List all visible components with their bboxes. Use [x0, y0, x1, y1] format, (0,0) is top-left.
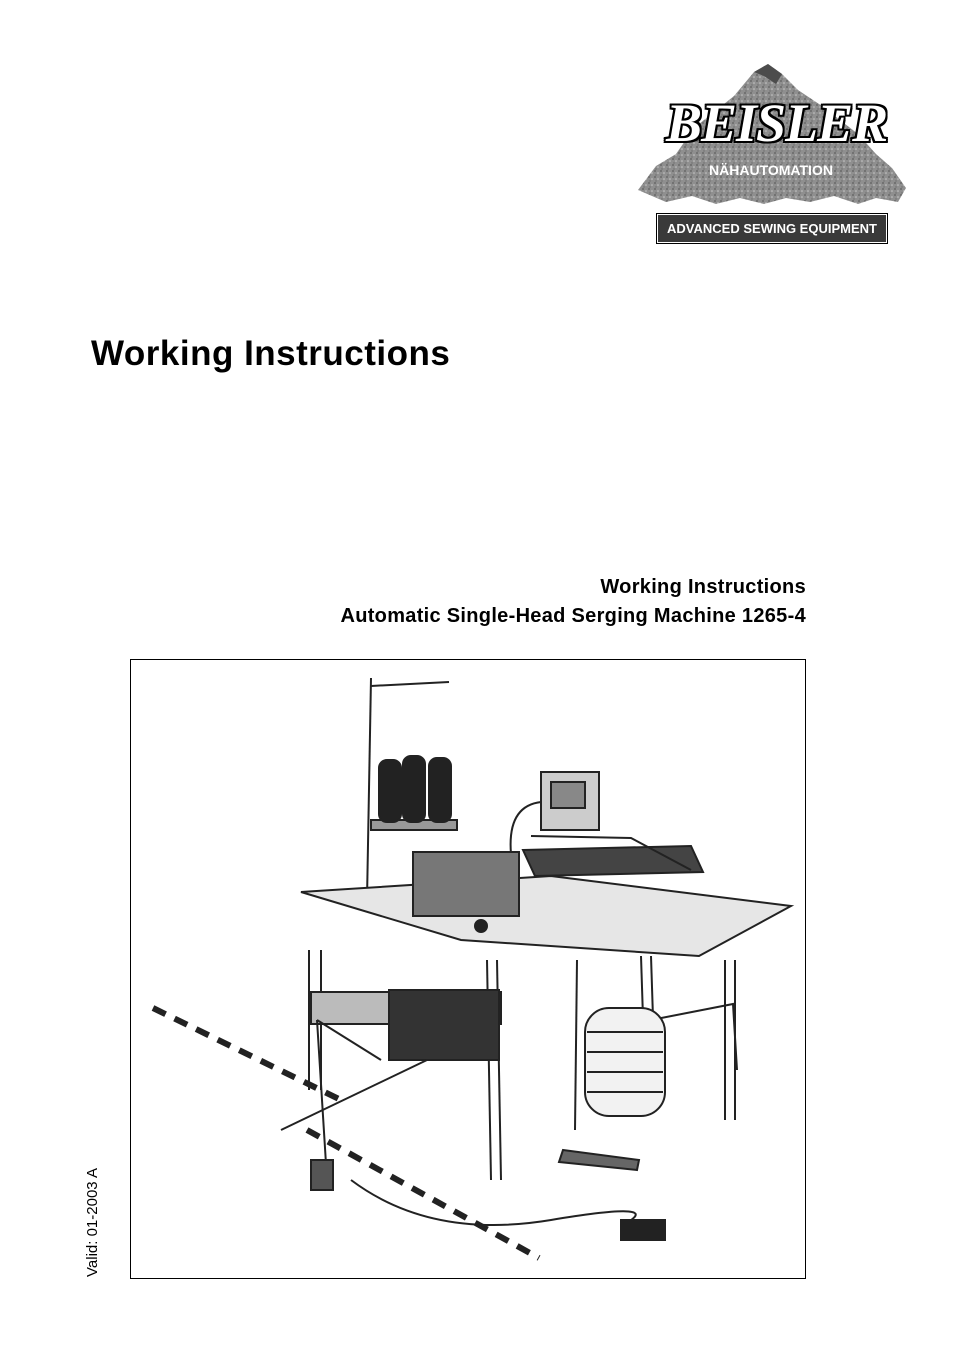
page-title: Working Instructions — [91, 334, 451, 373]
logo-brand-text: BEISLER — [666, 93, 888, 153]
logo-subtitle: NÄHAUTOMATION — [709, 162, 833, 178]
validity-note: Valid: 01-2003 A — [84, 1168, 101, 1277]
subtitle-line-2: Automatic Single-Head Serging Machine 1265-4 — [340, 605, 806, 627]
subtitle-line-1: Working Instructions — [600, 576, 806, 598]
beisler-logo — [636, 62, 908, 246]
machine-illustration — [131, 660, 805, 1278]
logo-tagline-bar: ADVANCED SEWING EQUIPMENT — [658, 215, 886, 242]
machine-photo-frame — [130, 659, 806, 1279]
document-subtitle — [340, 573, 806, 631]
